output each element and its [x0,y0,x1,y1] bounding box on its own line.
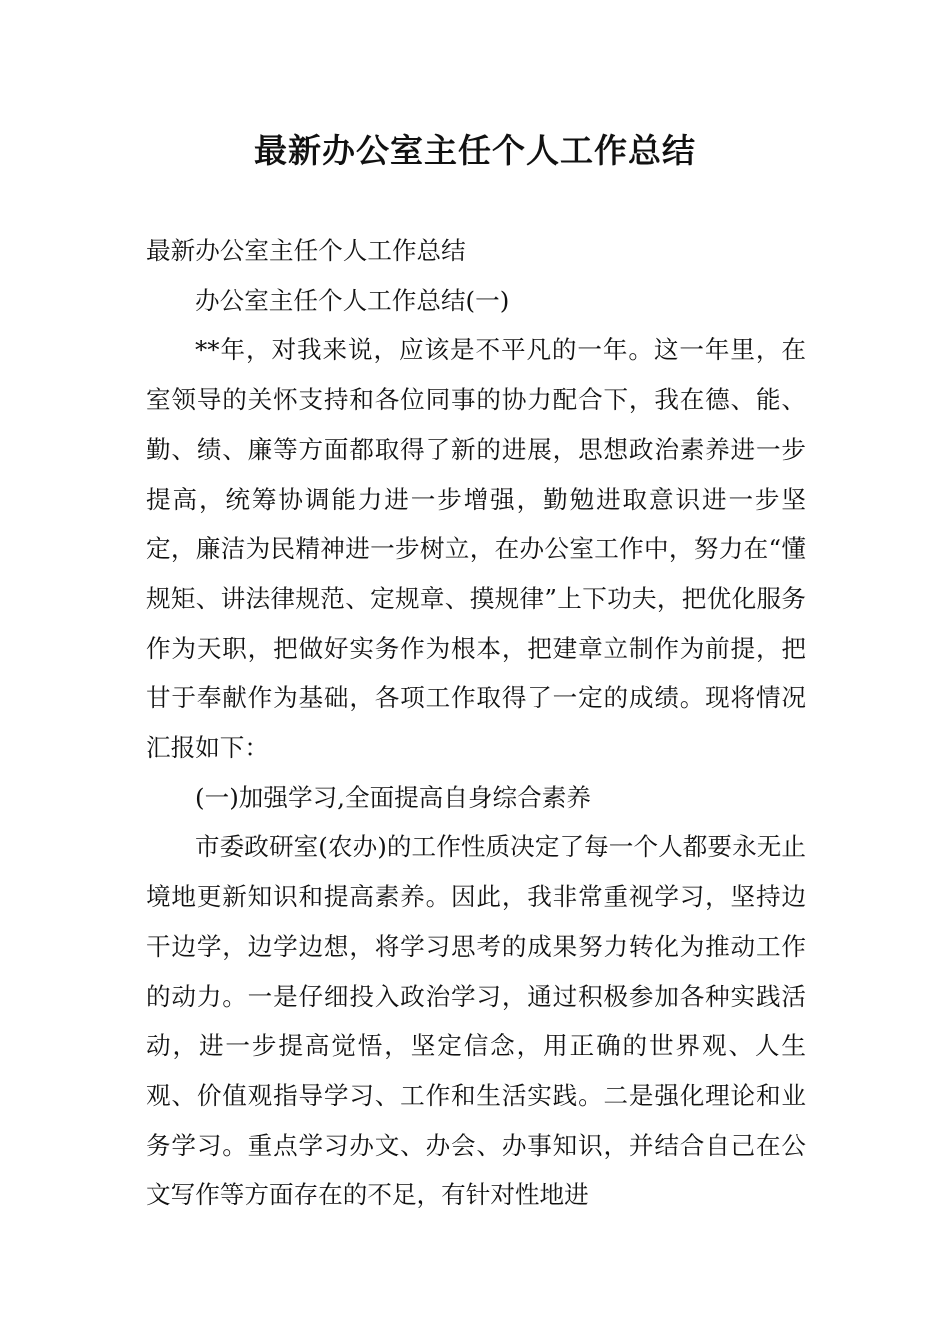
subtitle-paragraph: 最新办公室主任个人工作总结 [146,236,466,265]
body-paragraph: 市委政研室(农办)的工作性质决定了每一个人都要永无止境地更新知识和提高素养。因此，我非常重视学习，坚持边干边学，边学边想，将学习思考的成果努力转化为推动工作的动力。一是仔细投入政治学习，通过积极参加各种实践活动，进一步提高觉悟，坚定信念，用正确的世界观、人生观、价值观指导学习、工作和生活实践。二是强化理论和业务学习。重点学习办文、办会、办事知识，并结合自己在公文写作等方面存在的不足，有针对性地进 [146,832,806,1210]
document-title: 最新办公室主任个人工作总结 [254,131,696,170]
section-heading: 办公室主任个人工作总结(一) [195,285,510,315]
intro-paragraph: **年，对我来说，应该是不平凡的一年。这一年里，在室领导的关怀支持和各位同事的协力配合下，我在德、能、勤、绩、廉等方面都取得了新的进展，思想政治素养进一步提高，统筹协调能力进一步增强，勤勉进取意识进一步坚定，廉洁为民精神进一步树立，在办公室工作中，努力在“懂规矩、讲法律规范、定规章、摸规律”上下功夫，把优化服务作为天职，把做好实务作为根本，把建章立制作为前提，把甘于奉献作为基础，各项工作取得了一定的成绩。现将情况汇报如下： [146,335,806,763]
subsection-heading: (一)加强学习,全面提高自身综合素养 [195,782,591,812]
document-body [146,226,806,1220]
